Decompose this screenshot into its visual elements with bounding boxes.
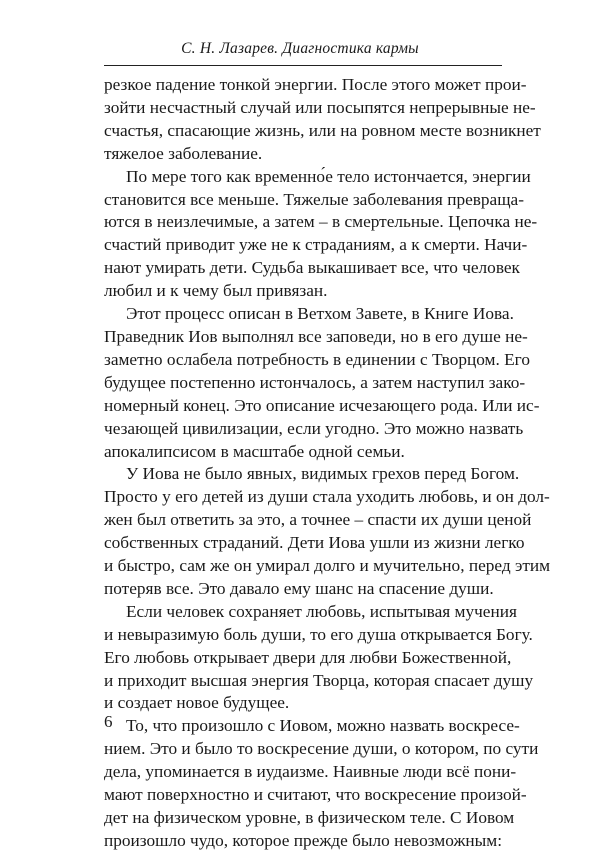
text-line: Этот процесс описан в Ветхом Завете, в Книге Иова. xyxy=(126,304,514,324)
text-line: жен был ответить за это, а точнее – спасти их души ценой xyxy=(104,510,532,530)
text-line: любил и к чему был привязан. xyxy=(104,281,328,301)
text-line: дет на физическом уровне, в физическом теле. С Иовом xyxy=(104,808,515,827)
text-line: и создает новое будущее. xyxy=(104,693,290,713)
text-line: То, что произошло с Иовом, можно назвать воскресе- xyxy=(126,716,520,736)
text-line: заметно ослабела потребность в единении с Творцом. Его xyxy=(104,349,530,369)
text-line: тяжелое заболевание. xyxy=(104,143,263,163)
text-line: резкое падение тонкой энергии. После этого может прои- xyxy=(104,75,527,94)
text-line: будущее постепенно истончалось, а затем наступил зако- xyxy=(104,372,526,392)
paragraph xyxy=(104,601,534,716)
text-line: и невыразимую боль души, то его душа открывается Богу. xyxy=(104,624,533,644)
paragraph xyxy=(104,74,541,166)
text-line: счастий приводит уже не к страданиям, а к смерти. Начи- xyxy=(104,235,528,255)
text-line: счастья, спасающие жизнь, или на ровном месте возникнет xyxy=(104,120,541,140)
text-line: Праведник Иов выполнял все заповеди, но в его душе не- xyxy=(104,326,528,346)
text-line: мают поверхностно и считают, что воскресение произой- xyxy=(104,785,527,805)
text-line: нием. Это и было то воскресение души, о котором, по сути xyxy=(104,739,539,759)
text-line: собственных страданий. Дети Иова ушли из жизни легко xyxy=(104,533,525,553)
text-line: ются в неизлечимые, а затем – в смертельные. Цепочка не- xyxy=(104,212,538,232)
text-line: становится все меньше. Тяжелые заболевания превраща- xyxy=(104,189,524,209)
text-line: номерный конец. Это описание исчезающего рода. Или ис- xyxy=(104,395,540,415)
text-line: Если человек сохраняет любовь, испытывая мучения xyxy=(126,601,517,621)
paragraph xyxy=(104,463,551,600)
text-line: Его любовь открывает двери для любви Божественной, xyxy=(104,647,512,667)
body-text xyxy=(104,74,551,853)
page-number: 6 xyxy=(104,712,113,731)
header-rule xyxy=(104,65,502,66)
text-line: произошло чудо, которое прежде было невозможным: xyxy=(104,830,502,850)
text-line: По мере того как временно́е тело истончается, энергии xyxy=(126,166,531,186)
text-line: и быстро, сам же он умирал долго и мучительно, перед этим xyxy=(104,556,551,576)
text-line: нают умирать дети. Судьба выкашивает все, что человек xyxy=(104,258,520,278)
text-line: и приходит высшая энергия Творца, которая спасает душу xyxy=(104,670,534,690)
text-line: апокалипсисом в масштабе одной семьи. xyxy=(104,441,405,461)
text-line: чезающей цивилизации, если угодно. Это можно назвать xyxy=(104,418,524,438)
running-head: С. Н. Лазарев. Диагностика кармы xyxy=(181,40,419,57)
paragraph xyxy=(104,166,538,303)
text-line: Просто у его детей из души стала уходить любовь, и он дол- xyxy=(104,487,550,507)
paragraph xyxy=(104,303,540,463)
text-line: потеряв все. Это давало ему шанс на спасение души. xyxy=(104,578,494,598)
paragraph xyxy=(104,715,539,852)
text-line: дела, упоминается в иудаизме. Наивные люди всё пони- xyxy=(104,762,517,782)
text-line: зойти несчастный случай или посыпятся непрерывные не- xyxy=(104,97,536,117)
text-line: У Иова не было явных, видимых грехов перед Богом. xyxy=(126,464,520,484)
